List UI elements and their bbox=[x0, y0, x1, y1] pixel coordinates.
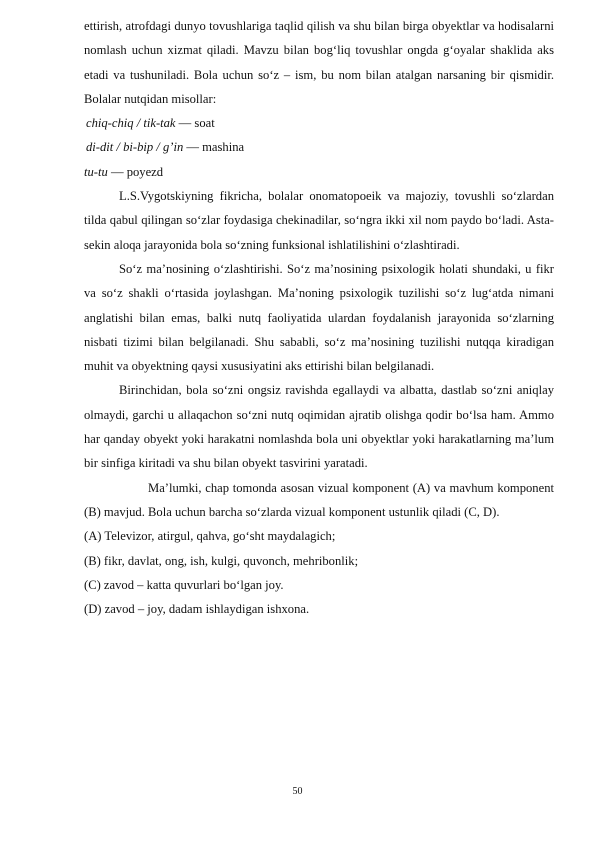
example-term: di-dit / bi-bip / g’in bbox=[86, 140, 184, 155]
example-term: chiq-chiq / tik-tak bbox=[86, 116, 176, 131]
example-line-poyezd bbox=[84, 160, 554, 184]
paragraph-word-meaning: So‘z ma’nosining o‘zlashtirishi. So‘z ma’nosining psixologik holati shundaki, u fikr va so‘z shakli o‘rtasida joylashgan. Ma’noning psixologik tuzilishi so‘z lug‘atda nimani anglatishi bilan emas, balki nutq faoliyatida ulardan foydalanish jarayonida so‘zlarning nisbati tizimi bilan belgilanadi. Shu sababli, so‘z ma’nosining tuzilishi nutqqa kiradigan muhit va obyektning qaysi xususiyatini aks ettirishi bilan belgilanadi. bbox=[84, 261, 554, 374]
example-term: tu-tu bbox=[84, 164, 108, 179]
list-item-a: (A) Televizor, atirgul, qahva, go‘sht maydalagich; bbox=[84, 529, 336, 544]
list-item-c: (C) zavod – katta quvurlari bo‘lgan joy. bbox=[84, 577, 284, 592]
page-body bbox=[84, 14, 554, 621]
list-item-d: (D) zavod – joy, dadam ishlaydigan ishxona. bbox=[84, 602, 310, 617]
example-line-soat bbox=[84, 111, 554, 135]
paragraph-vygotsky: L.S.Vygotskiyning fikricha, bolalar onomatopoeik va majoziy, tovushli so‘zlardan tilda qabul qilingan so‘zlar foydasiga chekinadilar, so‘ngra ikki xil nom paydo bo‘ladi. Asta-sekin aloqa jarayonida bola so‘zning funksional ishlatilishini o‘zlashtiradi. bbox=[84, 189, 554, 252]
example-separator: — bbox=[175, 116, 195, 131]
example-meaning: poyezd bbox=[126, 164, 164, 179]
example-meaning: mashina bbox=[202, 140, 245, 155]
example-line-mashina bbox=[84, 135, 554, 159]
example-separator: — bbox=[183, 140, 203, 155]
paragraph-components: Ma’lumki, chap tomonda asosan vizual komponent (A) va mavhum komponent (B) mavjud. Bola uchun barcha so‘zlarda vizual komponent ustunlik qiladi (C, D). bbox=[84, 480, 554, 519]
example-meaning: soat bbox=[194, 116, 215, 131]
page-number: 50 bbox=[292, 786, 303, 797]
example-separator: — bbox=[107, 164, 127, 179]
paragraph-first: Birinchidan, bola so‘zni ongsiz ravishda egallaydi va albatta, dastlab so‘zni aniqlay olmaydi, garchi u allaqachon so‘zni nutq oqimidan ajratib olishga qodir bo‘lsa ham. Ammo har qanday obyekt yoki harakatni nomlashda bola uni obyektlar yoki harakatlarning ma’lum bir sinfiga kiritadi va shu bilan obyekt tasvirini yaratadi. bbox=[84, 383, 554, 471]
paragraph-intro: ettirish, atrofdagi dunyo tovushlariga taqlid qilish va shu bilan birga obyektlar va hodisalarni nomlash uchun xizmat qiladi. Mavzu bilan bog‘liq tovushlar ongda g‘oyalar shaklida aks etadi va tushuniladi. Bola uchun so‘z – ism, bu nom bilan atalgan narsaning bir qismidir. Bolalar nutqidan misollar: bbox=[84, 19, 554, 106]
list-item-b: (B) fikr, davlat, ong, ish, kulgi, quvonch, mehribonlik; bbox=[84, 553, 359, 568]
